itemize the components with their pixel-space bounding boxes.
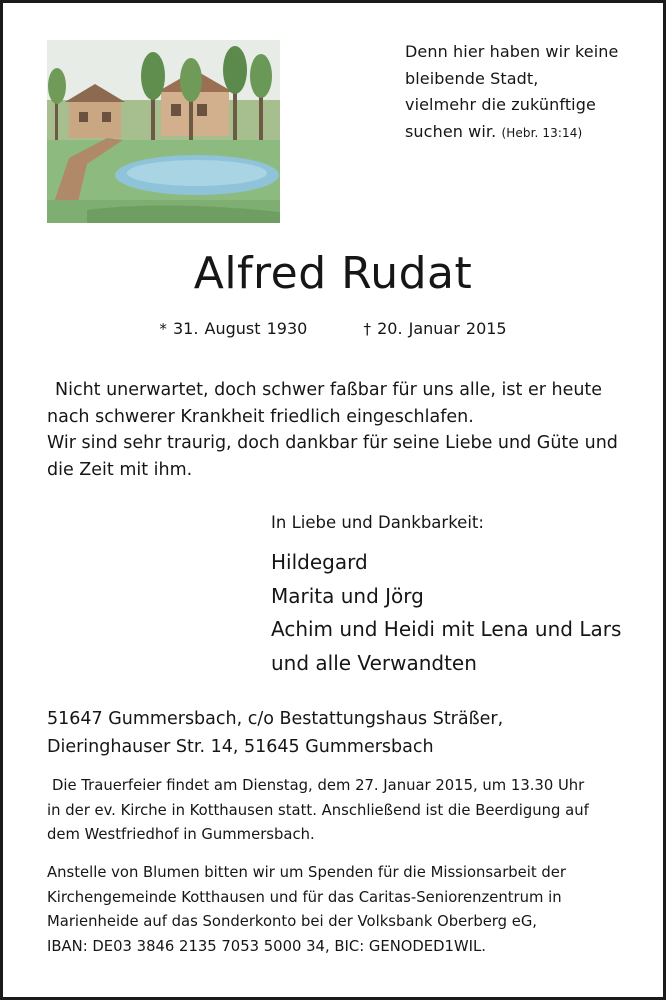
quote-line: bleibende Stadt,: [405, 68, 539, 88]
quote-text: suchen wir.: [405, 121, 497, 141]
contact-address: [47, 706, 503, 761]
quote-line-last: [405, 119, 645, 147]
mourner: und alle Verwandten: [271, 651, 477, 676]
birth-symbol: *: [159, 320, 167, 338]
landscape-painting: [47, 40, 280, 223]
donation-line: IBAN: DE03 3846 2135 7053 5000 34, BIC: GENODED1WIL.: [47, 938, 486, 956]
service-line: dem Westfriedhof in Gummersbach.: [47, 826, 315, 844]
quote-line: Denn hier haben wir keine: [405, 42, 619, 61]
obituary-message: [47, 377, 629, 483]
quote-reference: (Hebr. 13:14): [501, 125, 583, 140]
signature-intro: In Liebe und Dankbarkeit:: [271, 513, 484, 532]
death-symbol: †: [363, 320, 371, 338]
death-date: 20. Januar 2015: [377, 319, 507, 338]
donation-line: Marienheide auf das Sonderkonto bei der Volksbank Oberberg eG,: [47, 913, 538, 931]
life-dates: [3, 319, 663, 338]
message-line: Wir sind sehr traurig, doch dankbar für seine Liebe und Güte und: [47, 433, 618, 454]
mourner: Achim und Heidi mit Lena und Lars: [271, 617, 622, 642]
service-line: Die Trauerfeier findet am Dienstag, dem 27. Januar 2015, um 13.30 Uhr: [52, 777, 585, 794]
quote-line: vielmehr die zukünftige: [405, 95, 596, 114]
donation-line: Anstelle von Blumen bitten wir um Spenden für die Missionsarbeit der: [47, 864, 566, 881]
address-line: Dieringhauser Str. 14, 51645 Gummersbach: [47, 736, 434, 757]
address-line: 51647 Gummersbach, c/o Bestattungshaus Sträßer,: [47, 709, 504, 729]
mourner: Hildegard: [271, 550, 368, 574]
message-line: die Zeit mit ihm.: [47, 459, 193, 480]
service-line: in der ev. Kirche in Kotthausen statt. Anschließend ist die Beerdigung auf: [47, 801, 589, 819]
mourner: Marita und Jörg: [271, 583, 424, 608]
donation-info: [47, 861, 629, 960]
message-line: nach schwerer Krankheit friedlich eingeschlafen.: [47, 406, 474, 427]
funeral-service-info: [47, 774, 629, 848]
birth-date: 31. August 1930: [172, 319, 308, 338]
deceased-name: Alfred Rudat: [193, 248, 473, 299]
message-line: Nicht unerwartet, doch schwer faßbar für uns alle, ist er heute: [55, 380, 603, 400]
donation-line: Kirchengemeinde Kotthausen und für das Caritas-Seniorenzentrum in: [47, 888, 562, 906]
mourners-list: [271, 546, 621, 681]
bible-quote: [405, 39, 645, 146]
